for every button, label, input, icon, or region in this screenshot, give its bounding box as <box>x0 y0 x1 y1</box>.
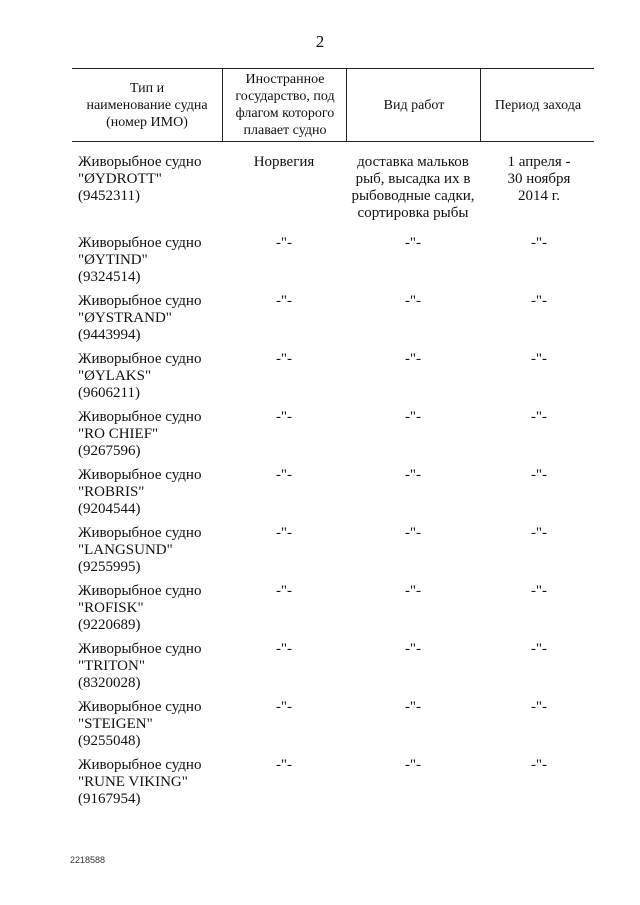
entry-period-cell: -"- <box>530 293 548 309</box>
flag-state-cell: -"- <box>275 235 293 251</box>
work-type-cell: доставка мальков рыб, высадка их в рыбоводные садки, сортировка рыбы <box>351 154 475 221</box>
vessel-cell: Живорыбное судно "ØYTIND" (9324514) <box>78 235 202 285</box>
table-row <box>72 467 594 525</box>
entry-period-cell: -"- <box>530 409 548 425</box>
vessel-cell: Живорыбное судно "ØYDROTT" (9452311) <box>78 154 202 204</box>
table-row <box>72 293 594 351</box>
header-flag-state: Иностранное государство, под флагом которого плавает судно <box>222 69 347 141</box>
vessel-cell: Живорыбное судно "RO CHIEF" (9267596) <box>78 409 202 459</box>
header-entry-period: Период захода <box>480 69 595 141</box>
table-row <box>72 757 594 815</box>
table-row <box>72 699 594 757</box>
flag-state-cell: Норвегия <box>253 154 315 170</box>
work-type-cell: -"- <box>404 235 422 251</box>
flag-state-cell: -"- <box>275 641 293 657</box>
flag-state-cell: -"- <box>275 525 293 541</box>
table-row <box>72 525 594 583</box>
vessel-table <box>72 68 594 815</box>
table-body <box>72 154 594 815</box>
vessel-cell: Живорыбное судно "ROBRIS" (9204544) <box>78 467 202 517</box>
vessel-cell: Живорыбное судно "ØYSTRAND" (9443994) <box>78 293 202 343</box>
table-row <box>72 409 594 467</box>
work-type-cell: -"- <box>404 641 422 657</box>
table-header <box>72 68 594 142</box>
vessel-cell: Живорыбное судно "ROFISK" (9220689) <box>78 583 202 633</box>
table-row <box>72 235 594 293</box>
flag-state-cell: -"- <box>275 409 293 425</box>
entry-period-cell: -"- <box>530 525 548 541</box>
vessel-cell: Живорыбное судно "LANGSUND" (9255995) <box>78 525 202 575</box>
entry-period-cell: -"- <box>530 757 548 773</box>
vessel-cell: Живорыбное судно "TRITON" (8320028) <box>78 641 202 691</box>
work-type-cell: -"- <box>404 583 422 599</box>
table-row <box>72 351 594 409</box>
table-row <box>72 154 594 235</box>
work-type-cell: -"- <box>404 699 422 715</box>
table-row <box>72 641 594 699</box>
flag-state-cell: -"- <box>275 699 293 715</box>
flag-state-cell: -"- <box>275 583 293 599</box>
work-type-cell: -"- <box>404 757 422 773</box>
page-number: 2 <box>315 32 325 51</box>
entry-period-cell: -"- <box>530 467 548 483</box>
flag-state-cell: -"- <box>275 467 293 483</box>
flag-state-cell: -"- <box>275 757 293 773</box>
vessel-cell: Живорыбное судно "ØYLAKS" (9606211) <box>78 351 202 401</box>
work-type-cell: -"- <box>404 351 422 367</box>
vessel-cell: Живорыбное судно "STEIGEN" (9255048) <box>78 699 202 749</box>
header-work-type: Вид работ <box>346 69 481 141</box>
entry-period-cell: -"- <box>530 699 548 715</box>
header-vessel: Тип и наименование судна (номер ИМО) <box>86 80 208 130</box>
entry-period-cell: -"- <box>530 235 548 251</box>
document-id: 2218588 <box>70 855 106 865</box>
entry-period-cell: -"- <box>530 351 548 367</box>
work-type-cell: -"- <box>404 293 422 309</box>
flag-state-cell: -"- <box>275 351 293 367</box>
entry-period-cell: -"- <box>530 583 548 599</box>
work-type-cell: -"- <box>404 467 422 483</box>
entry-period-cell: -"- <box>530 641 548 657</box>
table-row <box>72 583 594 641</box>
work-type-cell: -"- <box>404 409 422 425</box>
entry-period-cell: 1 апреля - 30 ноября 2014 г. <box>507 154 571 204</box>
flag-state-cell: -"- <box>275 293 293 309</box>
vessel-cell: Живорыбное судно "RUNE VIKING" (9167954) <box>78 757 202 807</box>
work-type-cell: -"- <box>404 525 422 541</box>
